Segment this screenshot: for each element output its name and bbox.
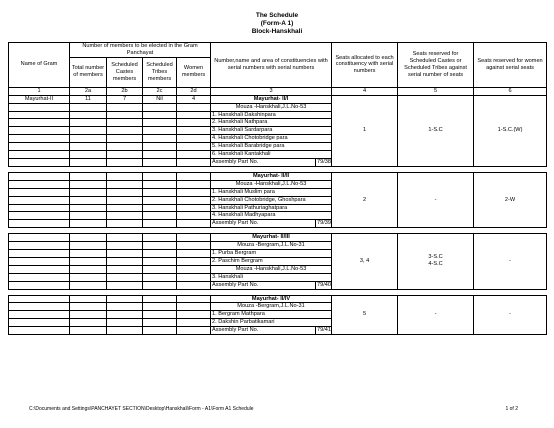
col-number: 2d (177, 87, 211, 95)
assembly-part-number: 79/39 (317, 220, 332, 227)
gram-name: Mayurhat-II (9, 95, 70, 103)
footer-file-path: C:\Documents and Settings\PANCHAYET SECTION\Desktop\Hanskhali\Form - A1\Form A1 Schedule (29, 406, 254, 412)
mouza-label: Mouza -Hanskhali,J.L.No-53 (211, 265, 332, 273)
assembly-part-row (211, 158, 332, 166)
col-number: 2a (70, 87, 107, 95)
assembly-part-label: Assembly Part No. (212, 158, 259, 165)
column-number-row (9, 87, 547, 95)
list-item: 3. Hanskhali Sardarpara (211, 127, 332, 135)
seats-allocated: 3, 4 (332, 234, 398, 289)
table-row (9, 295, 547, 303)
list-item: 2. Hanskhali Chotobridge, Ghoshpara (211, 196, 332, 204)
title-line-2: (Form-A 1) (260, 20, 294, 27)
gram-women: 4 (177, 95, 211, 103)
footer-page-number: 1 of 2 (505, 406, 518, 412)
header-seats-allocated: Seats allocated to each constituency with serial numbers (332, 43, 398, 88)
assembly-part-row (211, 220, 332, 228)
header-women-members: Women members (177, 57, 211, 87)
col-number: 5 (398, 87, 474, 95)
seats-sc-line: 4-S.C (428, 261, 443, 268)
list-item: 3. Hanskhali Pathuriaghatpara (211, 204, 332, 212)
constituency-title: Mayurhat- II/III (211, 234, 332, 242)
seats-sc: 1-S.C (398, 95, 474, 166)
list-item: 1. Hanskhali Dakshinpara (211, 111, 332, 119)
constituency-title: Mayurhat- II/II (211, 172, 332, 180)
list-item: 1. Hanskhali Muslim para (211, 188, 332, 196)
mouza-label: Mouza -Hanskhali,J.L.No-53 (211, 180, 332, 188)
seats-allocated: 2 (332, 172, 398, 227)
gram-st: Nil (143, 95, 177, 103)
list-item: 5. Hanskhali Barabridge para (211, 143, 332, 151)
header-seats-women: Seats reserved for women against serial seats (474, 43, 547, 88)
header-name-of-gram: Name of Gram (9, 43, 70, 88)
list-item: 3. Hanskhali (211, 273, 332, 281)
col-number: 2c (143, 87, 177, 95)
title-line-3: Block-Hanskhali (251, 28, 303, 35)
list-item: 1. Bergram Mathpara (211, 311, 332, 319)
assembly-part-label: Assembly Part No. (212, 220, 259, 227)
mouza-label: Mouza -Bergram,J.L.No-31 (211, 303, 332, 311)
seats-allocated: 5 (332, 295, 398, 335)
list-item: 4. Hanskhali Chotobridge para (211, 135, 332, 143)
seats-sc: - (398, 295, 474, 335)
list-item: 2. Paschim Bergram (211, 257, 332, 265)
header-st-members: Scheduled Tribes members (143, 57, 177, 87)
seats-sc (398, 234, 474, 289)
seats-sc: - (398, 172, 474, 227)
list-item: 2. Hanskhali Nathpara (211, 119, 332, 127)
assembly-part-number: 79/40 (317, 281, 332, 288)
seats-allocated: 1 (332, 95, 398, 166)
table-row (9, 234, 547, 242)
header-members-group: Number of members to be elected in the Gram Panchayat (70, 43, 211, 58)
seats-women: 2-W (474, 172, 547, 227)
assembly-part-label: Assembly Part No. (212, 281, 259, 288)
title-line-1: The Schedule (255, 12, 299, 19)
col-number: 2b (107, 87, 143, 95)
gram-total: 11 (70, 95, 107, 103)
col-number: 3 (211, 87, 332, 95)
seats-women: - (474, 295, 547, 335)
header-constituencies: Number,name and area of constituencies with serial numbers with serial numbers (211, 43, 332, 88)
seats-women: - (474, 234, 547, 289)
gram-sc: 7 (107, 95, 143, 103)
list-item: 1. Purba Bergram (211, 250, 332, 258)
list-item: 6. Hanskhali Kantakhali (211, 151, 332, 159)
assembly-part-label: Assembly Part No. (212, 327, 259, 334)
list-item: 2. Dakshin Parbatikamari (211, 319, 332, 327)
constituency-title: Mayurhat- II/I (211, 95, 332, 103)
assembly-part-row (211, 327, 332, 335)
table-row (9, 95, 547, 103)
assembly-part-row (211, 281, 332, 289)
col-number: 6 (474, 87, 547, 95)
constituency-title: Mayurhat- II/IV (211, 295, 332, 303)
mouza-label: Mouza -Bergram,J.L.No-31 (211, 242, 332, 250)
list-item: 4. Hanskhali Madhyapara (211, 212, 332, 220)
header-seats-sc: Seats reserved for Scheduled Castes or Scheduled Tribes against serial number of seats (398, 43, 474, 88)
document-title (0, 12, 554, 36)
schedule-table (8, 42, 547, 335)
table-row (9, 172, 547, 180)
seats-women: 1-S.C.(W) (474, 95, 547, 166)
header-sc-members: Scheduled Castes members (107, 57, 143, 87)
mouza-label: Mouza -Hanskhali,J.L.No-53 (211, 103, 332, 111)
col-number: 1 (9, 87, 70, 95)
seats-sc-line: 3-S.C (428, 254, 443, 261)
header-total-members: Total number of members (70, 57, 107, 87)
assembly-part-number: 79/41 (317, 327, 332, 334)
assembly-part-number: 79/38 (317, 158, 332, 165)
col-number: 4 (332, 87, 398, 95)
